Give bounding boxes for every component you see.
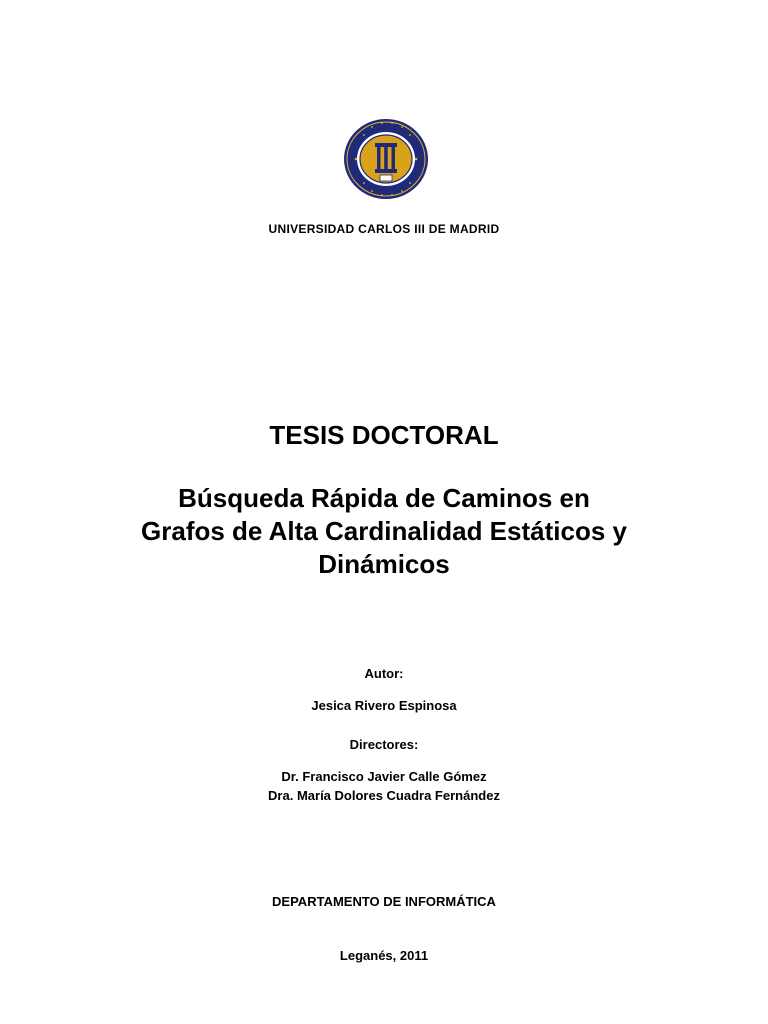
thesis-title-line: Grafos de Alta Cardinalidad Estáticos y — [141, 516, 627, 546]
thesis-title — [0, 482, 768, 581]
author-label: Autor: — [364, 666, 404, 681]
author-name: Jesica Rivero Espinosa — [311, 698, 457, 713]
department-name: DEPARTAMENTO DE INFORMÁTICA — [272, 894, 496, 909]
director-name: Dr. Francisco Javier Calle Gómez — [281, 769, 487, 784]
thesis-title-line: Dinámicos — [318, 549, 450, 579]
university-seal-logo — [342, 117, 430, 201]
document-type-heading: TESIS DOCTORAL — [269, 420, 499, 450]
director-name: Dra. María Dolores Cuadra Fernández — [268, 788, 500, 803]
thesis-title-line: Búsqueda Rápida de Caminos en — [178, 483, 590, 513]
place-and-date: Leganés, 2011 — [339, 948, 429, 963]
university-name: UNIVERSIDAD CARLOS III DE MADRID — [268, 222, 500, 236]
directors-label: Directores: — [349, 737, 419, 752]
